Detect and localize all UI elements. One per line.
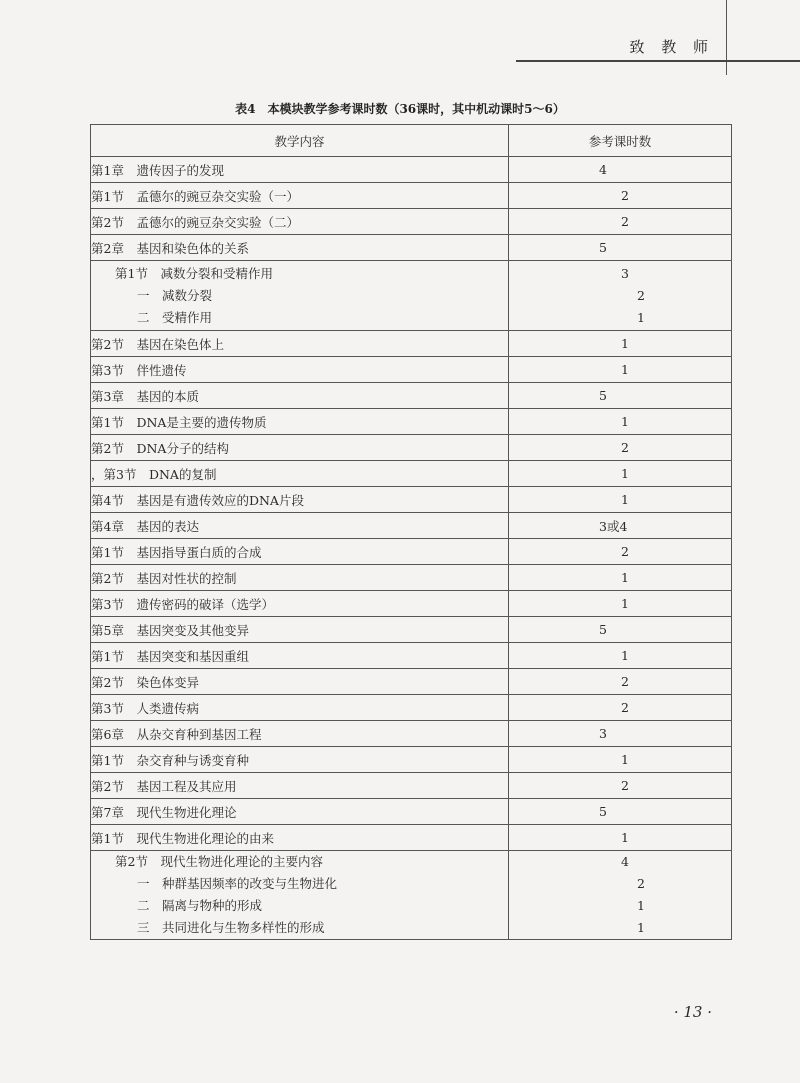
row-hours bbox=[509, 747, 732, 773]
row-content bbox=[91, 435, 509, 461]
chapter-hours: 5 bbox=[599, 388, 607, 403]
row-content bbox=[91, 409, 509, 435]
section-label: 第2节 孟德尔的豌豆杂交实验（二） bbox=[91, 214, 299, 230]
section-hours: 2 bbox=[621, 440, 629, 455]
table-row bbox=[91, 669, 732, 695]
row-content bbox=[91, 695, 509, 721]
row-content bbox=[91, 261, 509, 331]
page-number: · 13 · bbox=[673, 1003, 712, 1021]
row-content bbox=[91, 669, 509, 695]
row-hours bbox=[509, 331, 732, 357]
section-label: 第2节 DNA分子的结构 bbox=[91, 440, 229, 456]
row-hours bbox=[509, 851, 732, 940]
chapter-label: 第7章 现代生物进化理论 bbox=[91, 804, 237, 820]
row-hours bbox=[509, 539, 732, 565]
row-hours bbox=[509, 183, 732, 209]
row-hours bbox=[509, 157, 732, 183]
running-header: 致 教 师 bbox=[629, 38, 714, 56]
section-label: 第1节 减数分裂和受精作用 bbox=[115, 265, 273, 281]
row-content bbox=[91, 513, 509, 539]
subsection-label: 一 减数分裂 bbox=[137, 287, 213, 303]
row-content bbox=[91, 851, 509, 940]
section-hours: 2 bbox=[621, 214, 629, 229]
chapter-hours: 5 bbox=[599, 240, 607, 255]
row-content bbox=[91, 157, 509, 183]
row-hours bbox=[509, 513, 732, 539]
section-label: 第3节 遗传密码的破译（选学） bbox=[91, 596, 274, 612]
chapter-hours: 3或4 bbox=[599, 518, 628, 534]
table-row bbox=[91, 261, 732, 331]
table-caption: 表4 本模块教学参考课时数（36课时，其中机动课时5～6） bbox=[235, 102, 565, 116]
table-row bbox=[91, 513, 732, 539]
row-content bbox=[91, 461, 509, 487]
header-vertical-rule bbox=[726, 0, 727, 75]
table-row bbox=[91, 591, 732, 617]
chapter-hours: 5 bbox=[599, 804, 607, 819]
table-row bbox=[91, 643, 732, 669]
section-label: 第2节 基因对性状的控制 bbox=[91, 570, 237, 586]
row-hours bbox=[509, 383, 732, 409]
row-hours bbox=[509, 669, 732, 695]
column-header-content: 教学内容 bbox=[91, 125, 509, 157]
section-label: 第3节 伴性遗传 bbox=[91, 362, 187, 378]
row-hours bbox=[509, 565, 732, 591]
table-row bbox=[91, 721, 732, 747]
row-hours bbox=[509, 695, 732, 721]
table-row bbox=[91, 851, 732, 940]
table-row bbox=[91, 825, 732, 851]
section-label: 第3节 人类遗传病 bbox=[91, 700, 199, 716]
section-hours: 1 bbox=[621, 336, 629, 351]
row-hours bbox=[509, 643, 732, 669]
row-content bbox=[91, 773, 509, 799]
section-label: 第1节 孟德尔的豌豆杂交实验（一） bbox=[91, 188, 299, 204]
row-content bbox=[91, 643, 509, 669]
chapter-label: 第1章 遗传因子的发现 bbox=[91, 162, 224, 178]
chapter-label: 第3章 基因的本质 bbox=[91, 388, 199, 404]
chapter-label: 第6章 从杂交育种到基因工程 bbox=[91, 726, 262, 742]
section-hours: 2 bbox=[621, 674, 629, 689]
row-hours bbox=[509, 435, 732, 461]
table-body bbox=[91, 157, 732, 940]
row-hours bbox=[509, 261, 732, 331]
section-label: 第1节 杂交育种与诱变育种 bbox=[91, 752, 249, 768]
chapter-label: 第2章 基因和染色体的关系 bbox=[91, 240, 249, 256]
row-hours bbox=[509, 825, 732, 851]
subsection-label: 二 受精作用 bbox=[137, 309, 213, 325]
section-hours: 1 bbox=[621, 492, 629, 507]
row-content bbox=[91, 183, 509, 209]
section-hours: 1 bbox=[621, 596, 629, 611]
row-content bbox=[91, 357, 509, 383]
section-hours: 1 bbox=[621, 362, 629, 377]
row-hours bbox=[509, 209, 732, 235]
section-hours: 2 bbox=[621, 544, 629, 559]
section-label: 第2节 基因工程及其应用 bbox=[91, 778, 237, 794]
table-row bbox=[91, 157, 732, 183]
section-hours: 1 bbox=[621, 570, 629, 585]
row-hours bbox=[509, 721, 732, 747]
row-content bbox=[91, 331, 509, 357]
section-label: 第1节 基因指导蛋白质的合成 bbox=[91, 544, 262, 560]
row-hours bbox=[509, 409, 732, 435]
section-hours: 2 bbox=[621, 778, 629, 793]
subsection-label: 一 种群基因频率的改变与生物进化 bbox=[137, 876, 338, 891]
section-label: 第1节 DNA是主要的遗传物质 bbox=[91, 414, 267, 430]
section-hours: 1 bbox=[621, 648, 629, 663]
table-row bbox=[91, 773, 732, 799]
subsection-label: 三 共同进化与生物多样性的形成 bbox=[137, 920, 325, 935]
row-content bbox=[91, 617, 509, 643]
subsection-hours: 1 bbox=[637, 309, 645, 325]
row-content bbox=[91, 799, 509, 825]
table-row bbox=[91, 747, 732, 773]
table-row bbox=[91, 799, 732, 825]
chapter-hours: 3 bbox=[599, 726, 607, 741]
row-content bbox=[91, 383, 509, 409]
row-content bbox=[91, 209, 509, 235]
section-label: 第2节 基因在染色体上 bbox=[91, 336, 224, 352]
row-content bbox=[91, 747, 509, 773]
subsection-label: 二 隔离与物种的形成 bbox=[137, 898, 263, 913]
row-content bbox=[91, 591, 509, 617]
row-hours bbox=[509, 461, 732, 487]
table-row bbox=[91, 331, 732, 357]
row-hours bbox=[509, 487, 732, 513]
header-rule bbox=[516, 60, 800, 62]
section-label: 第2节 染色体变异 bbox=[91, 674, 199, 690]
section-hours: 1 bbox=[621, 414, 629, 429]
row-content bbox=[91, 487, 509, 513]
section-label: 第1节 基因突变和基因重组 bbox=[91, 648, 249, 664]
subsection-hours: 2 bbox=[637, 287, 645, 303]
table-row bbox=[91, 357, 732, 383]
section-label: 第4节 基因是有遗传效应的DNA片段 bbox=[91, 492, 304, 508]
section-label: 第1节 现代生物进化理论的由来 bbox=[91, 830, 274, 846]
chapter-hours: 5 bbox=[599, 622, 607, 637]
row-hours bbox=[509, 773, 732, 799]
chapter-hours: 4 bbox=[599, 162, 607, 177]
class-hours-table bbox=[90, 124, 732, 940]
chapter-label: 第5章 基因突变及其他变异 bbox=[91, 622, 249, 638]
table-row bbox=[91, 539, 732, 565]
section-hours: 1 bbox=[621, 466, 629, 481]
row-content bbox=[91, 565, 509, 591]
subsection-hours: 1 bbox=[637, 920, 645, 935]
row-content bbox=[91, 825, 509, 851]
section-label: ，第3节 DNA的复制 bbox=[91, 466, 217, 482]
table-row bbox=[91, 235, 732, 261]
row-content bbox=[91, 721, 509, 747]
table-row bbox=[91, 487, 732, 513]
row-hours bbox=[509, 357, 732, 383]
section-label: 第2节 现代生物进化理论的主要内容 bbox=[115, 854, 323, 869]
table-row bbox=[91, 209, 732, 235]
table-row bbox=[91, 695, 732, 721]
section-hours: 3 bbox=[621, 265, 629, 281]
table-row bbox=[91, 409, 732, 435]
chapter-label: 第4章 基因的表达 bbox=[91, 518, 199, 534]
row-hours bbox=[509, 591, 732, 617]
column-header-hours: 参考课时数 bbox=[509, 125, 732, 157]
section-hours: 4 bbox=[621, 854, 629, 869]
subsection-hours: 2 bbox=[637, 876, 645, 891]
table-row bbox=[91, 383, 732, 409]
row-hours bbox=[509, 799, 732, 825]
table-row bbox=[91, 565, 732, 591]
section-hours: 1 bbox=[621, 752, 629, 767]
table-row bbox=[91, 183, 732, 209]
section-hours: 1 bbox=[621, 830, 629, 845]
table-row bbox=[91, 435, 732, 461]
subsection-hours: 1 bbox=[637, 898, 645, 913]
section-hours: 2 bbox=[621, 188, 629, 203]
row-hours bbox=[509, 617, 732, 643]
table-row bbox=[91, 461, 732, 487]
row-content bbox=[91, 235, 509, 261]
row-content bbox=[91, 539, 509, 565]
section-hours: 2 bbox=[621, 700, 629, 715]
row-hours bbox=[509, 235, 732, 261]
table-row bbox=[91, 617, 732, 643]
